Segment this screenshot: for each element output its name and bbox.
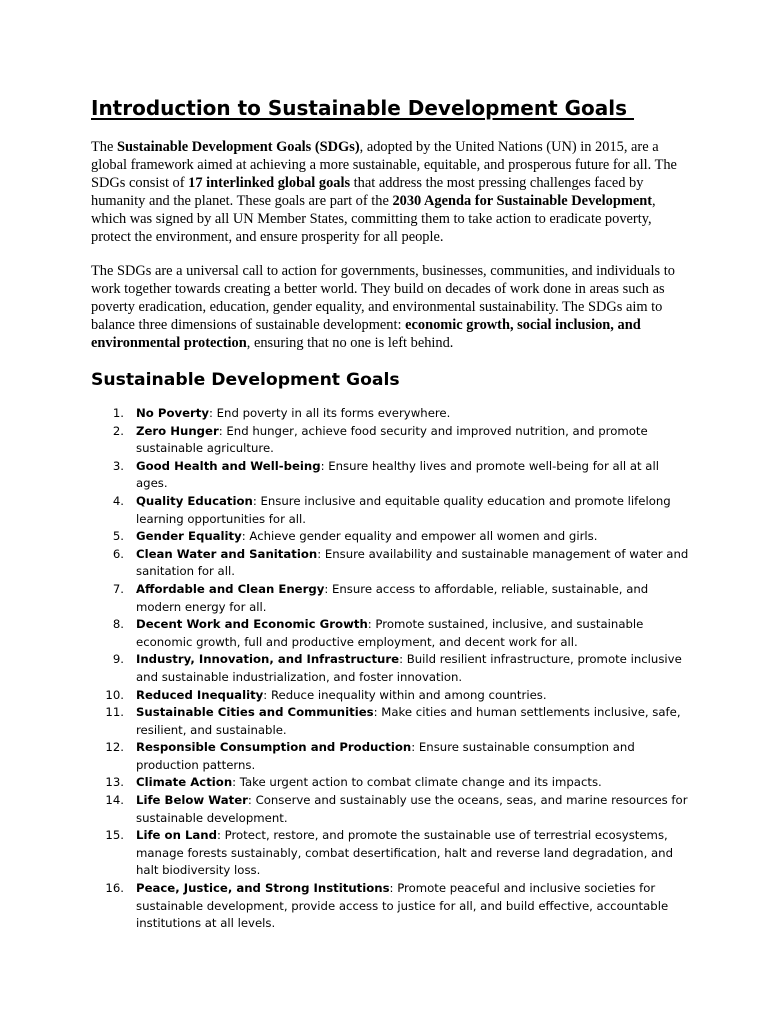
intro-paragraph-1	[91, 138, 691, 246]
goal-name: Good Health and Well-being	[136, 458, 321, 473]
section-heading: Sustainable Development Goals	[91, 370, 400, 390]
goal-name: Gender Equality	[136, 529, 242, 544]
goal-number: 3.	[112, 458, 124, 473]
goal-number: 6.	[112, 546, 124, 561]
intro-paragraph-2	[91, 262, 691, 352]
goal-name: Life Below Water	[136, 793, 248, 808]
goal-description: : Ensure access to affordable, reliable, sustainable, and modern energy for all.	[136, 581, 649, 614]
goal-name: No Poverty	[136, 406, 209, 420]
text-run: , adopted by the United Nations (UN) in 2015, are a global framework aimed at achieving a more sustainable, equitable, and prosperous future for all. The SDGs consist of	[91, 139, 677, 191]
text-run: The SDGs are a universal call to action for governments, businesses, communities, and individuals to work together towards creating a better world. They build on decades of work done in areas such as poverty eradication, education, gender equality, and environmental sustainability. The SDGs aim to balance three dimensions of sustainable development:	[91, 263, 675, 333]
goal-number: 11.	[105, 705, 124, 720]
goal-item	[91, 739, 691, 774]
goal-description: : Promote sustained, inclusive, and sustainable economic growth, full and productive employment, and decent work for all.	[136, 617, 644, 649]
goal-item	[91, 423, 691, 458]
text-run: , ensuring that no one is left behind.	[246, 335, 454, 351]
goal-item	[91, 687, 691, 705]
goal-description: : Reduce inequality within and among countries.	[263, 687, 547, 702]
goal-number: 12.	[105, 740, 124, 755]
goal-item	[91, 827, 691, 880]
goal-description: : Ensure healthy lives and promote well-being for all at all ages.	[136, 458, 659, 491]
goal-name: Reduced Inequality	[136, 687, 264, 702]
text-run: that address the most pressing challenges faced by humanity and the planet. These goals are part of the	[91, 175, 644, 209]
goal-item	[91, 774, 691, 792]
goal-number: 14.	[105, 793, 124, 808]
goal-number: 9.	[112, 652, 124, 667]
goal-item	[91, 493, 691, 528]
goal-item	[91, 616, 691, 651]
goal-description: : Build resilient infrastructure, promote inclusive and sustainable industrialization, and foster innovation.	[136, 652, 682, 684]
goal-description: : Ensure availability and sustainable management of water and sanitation for all.	[136, 546, 689, 579]
goals-list	[91, 405, 691, 933]
goal-name: Responsible Consumption and Production	[136, 740, 412, 755]
bold-text-run: 2030 Agenda for Sustainable Development	[392, 193, 653, 209]
document-title: Introduction to Sustainable Development Goals	[91, 96, 634, 120]
goal-number: 4.	[112, 493, 124, 508]
goal-name: Sustainable Cities and Communities	[136, 705, 374, 720]
goal-item	[91, 528, 691, 546]
goal-number: 1.	[112, 406, 124, 420]
goal-description: : End poverty in all its forms everywhere.	[209, 406, 451, 420]
goal-name: Clean Water and Sanitation	[136, 546, 318, 561]
goal-description: : Conserve and sustainably use the oceans, seas, and marine resources for sustainable development.	[136, 793, 688, 825]
goal-number: 13.	[105, 775, 124, 790]
goal-description: : Ensure inclusive and equitable quality education and promote lifelong learning opportunities for all.	[136, 493, 671, 526]
goal-description: : Make cities and human settlements inclusive, safe, resilient, and sustainable.	[136, 705, 681, 737]
goal-number: 15.	[105, 828, 124, 843]
bold-text-run: Sustainable Development Goals (SDGs)	[116, 139, 360, 155]
goal-name: Zero Hunger	[136, 423, 219, 438]
goal-description: : Protect, restore, and promote the sustainable use of terrestrial ecosystems, manage forests sustainably, combat desertification, halt and reverse land degradation, and halt biodiversity loss.	[136, 828, 674, 878]
goal-name: Life on Land	[136, 828, 217, 843]
goal-name: Decent Work and Economic Growth	[136, 617, 368, 632]
goal-item	[91, 458, 691, 493]
goal-item	[91, 880, 691, 933]
goal-number: 8.	[112, 617, 124, 632]
goal-description: : Promote peaceful and inclusive societies for sustainable development, provide access to justice for all, and build effective, accountable institutions at all levels.	[136, 881, 669, 931]
goal-description: : Ensure sustainable consumption and production patterns.	[136, 740, 635, 772]
text-run: The	[91, 139, 117, 155]
goal-item	[91, 405, 691, 423]
goal-item	[91, 704, 691, 739]
goal-name: Climate Action	[136, 775, 233, 790]
goal-name: Affordable and Clean Energy	[136, 581, 325, 596]
goal-description: : Achieve gender equality and empower all women and girls.	[241, 529, 598, 544]
goal-number: 7.	[112, 581, 124, 596]
goal-name: Quality Education	[136, 493, 253, 508]
text-run: , which was signed by all UN Member States, committing them to take action to eradicate poverty, protect the environment, and ensure prosperity for all people.	[91, 193, 656, 245]
goal-number: 2.	[112, 423, 124, 438]
goal-item	[91, 546, 691, 581]
document-page	[91, 94, 691, 933]
goal-item	[91, 581, 691, 616]
goal-item	[91, 792, 691, 827]
goal-number: 16.	[105, 881, 124, 896]
goal-number: 5.	[112, 529, 124, 544]
goal-item	[91, 651, 691, 686]
goal-description: : Take urgent action to combat climate change and its impacts.	[232, 775, 602, 790]
goal-name: Peace, Justice, and Strong Institutions	[136, 881, 390, 896]
goal-name: Industry, Innovation, and Infrastructure	[136, 652, 400, 667]
goal-number: 10.	[105, 687, 124, 702]
bold-text-run: 17 interlinked global goals	[188, 175, 351, 191]
goal-description: : End hunger, achieve food security and improved nutrition, and promote sustainable agriculture.	[136, 423, 648, 456]
bold-text-run: economic growth, social inclusion, and environmental protection	[91, 317, 641, 351]
